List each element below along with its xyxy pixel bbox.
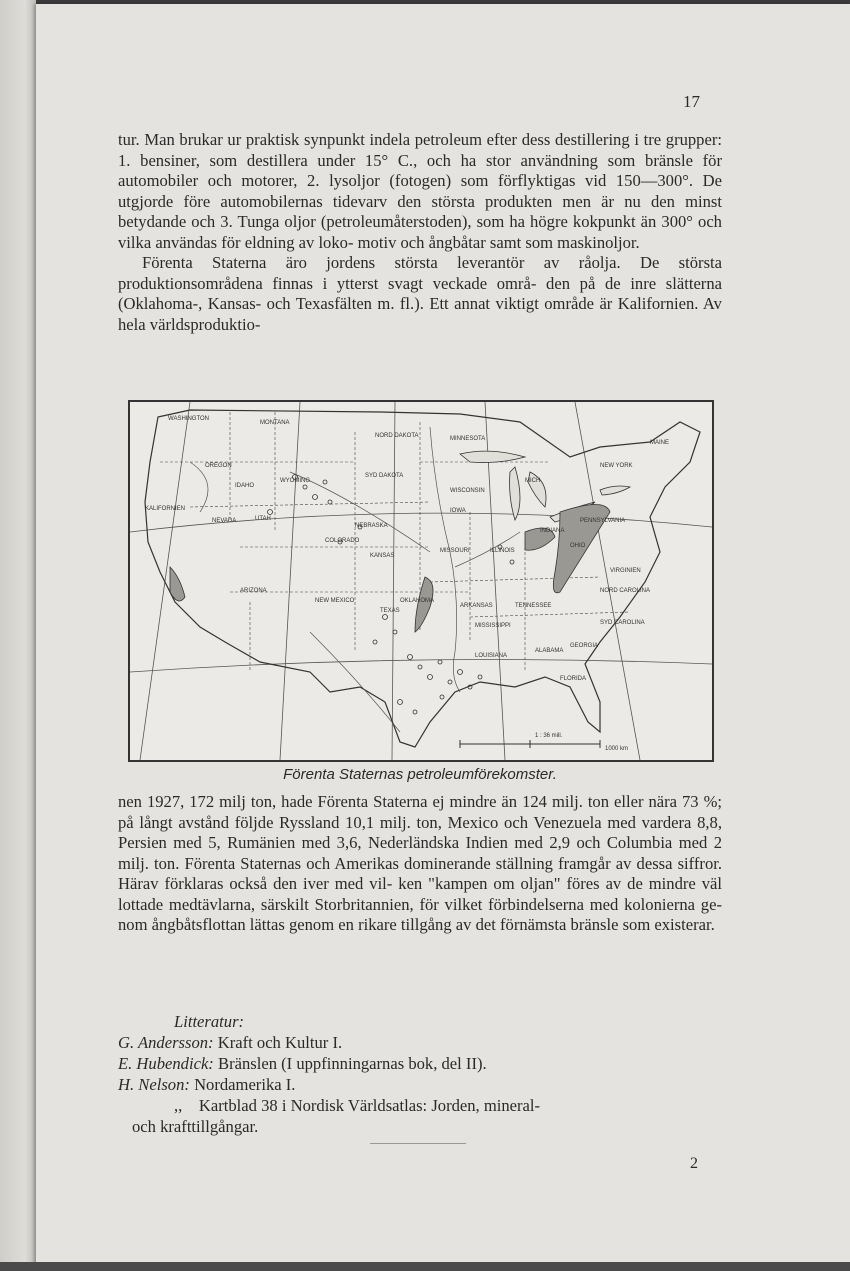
scale-km: 1000 km [605, 746, 629, 752]
text-line: milj. ton, Mexico och Venezuela med vardera 8,8, Persien med 5, [118, 812, 723, 852]
text-line: Ett annat viktigt område är Kalifornien. Av hela världsproduktio- [118, 294, 722, 334]
state-label: OKLAHOMA [400, 598, 435, 604]
text-line: särskilt Storbritannien, för vilket förbindelserna med kolonierna ge- [260, 894, 722, 914]
state-label: IDAHO [235, 483, 255, 489]
state-label: NEVADA [212, 518, 237, 524]
state-label: KALIFORNIEN [145, 506, 186, 512]
text-line: nom ångbåtsflottan lättas genom en rikare tillgång av det förnämsta [118, 915, 567, 934]
state-label: MAINE [650, 440, 670, 446]
divider [370, 1143, 466, 1144]
state-label: ARIZONA [240, 588, 267, 594]
state-label: WASHINGTON [168, 416, 210, 422]
state-label: MINNESOTA [450, 436, 486, 442]
text-line: den på de inre slätterna (Oklahoma-, Kansas- och Texasfälten m. fl.). [118, 273, 722, 313]
state-label: INDIANA [540, 528, 565, 534]
book-spine [0, 0, 36, 1271]
text-line: ken "kampen om oljan" föres av de mindre väl lottade medtävlarna, [118, 874, 722, 914]
state-label: OREGON [205, 463, 232, 469]
scale-bar [460, 733, 628, 752]
text-line: 2 milj. ton. Förenta Staternas och Amerikas dominerande ställning [118, 833, 722, 873]
paragraph-2 [118, 253, 722, 335]
state-label: MONTANA [260, 420, 290, 426]
text-line: destillering i tre grupper: 1. bensiner, som destillera under 15° C., [118, 130, 722, 170]
text-line: nen 1927, 172 milj ton, hade Förenta Staterna ej mindre än 124 [118, 792, 547, 811]
state-label: TEXAS [380, 608, 400, 614]
state-label: ALABAMA [535, 648, 564, 654]
body-text-bottom [118, 792, 722, 936]
text-line: och ha stor användning som bränsle för automobiler och motorer, [118, 150, 722, 190]
state-label: WYOMING [280, 478, 310, 484]
state-label: NORD CAROLINA [600, 588, 651, 594]
state-label: ILLINOIS [490, 548, 515, 554]
state-label: COLORADO [325, 538, 360, 544]
text-line: före automobilernas tidevarv den största produkten men är nu den [183, 191, 675, 211]
text-line: Förenta Staterna äro jordens största leverantör av råolja. De [142, 253, 660, 272]
state-label: SYD DAKOTA [365, 473, 404, 479]
book-bottom-edge [0, 1262, 850, 1271]
state-label: KANSAS [370, 553, 395, 559]
body-text-top [118, 130, 722, 335]
map-graticule [130, 402, 712, 760]
state-label: MISSOURI [440, 548, 470, 554]
scale-label: 1 : 36 mill. [535, 733, 563, 739]
text-line: tur. Man brukar ur praktisk synpunkt indela petroleum efter dess [118, 130, 551, 149]
state-label: NEW MEXICO [315, 598, 355, 604]
paragraph-1 [118, 130, 722, 253]
state-labels [145, 416, 669, 682]
state-label: NEBRASKA [355, 523, 388, 529]
state-label: NORD DAKOTA [375, 433, 419, 439]
literature-heading: Litteratur: [174, 1012, 245, 1031]
state-label: LOUISIANA [475, 653, 508, 659]
literature-entry: G. Andersson: Kraft och Kultur I. [118, 1033, 343, 1052]
petroleum-map [128, 400, 714, 762]
state-label: FLORIDA [560, 676, 587, 682]
state-label: OHIO [570, 543, 586, 549]
literature-entry: H. Nelson: Nordamerika I. [118, 1075, 296, 1094]
state-label: GEORGIA [570, 643, 599, 649]
state-label: PENNSYLVANIA [580, 518, 626, 524]
state-label: VIRGINIEN [610, 568, 641, 574]
state-label: UTAH [255, 516, 271, 522]
state-label: NEW YORK [600, 463, 633, 469]
literature-section [118, 1011, 722, 1137]
state-label: MICH. [525, 478, 542, 484]
page-number: 17 [683, 92, 700, 111]
text-line: Rumänien med 3,6, Nederländska Indien med 2,9 och Columbia med [227, 833, 708, 852]
signature-mark: 2 [690, 1155, 698, 1172]
text-line: största produktionsområdena finnas i ytterst svagt veckade områ- [118, 253, 722, 293]
map-caption: Förenta Staternas petroleumförekomster. [283, 766, 557, 783]
state-label: IOWA [450, 508, 466, 514]
text-line: minst betydande och 3. Tunga oljor (petroleumåterstoden), som [118, 191, 722, 231]
literature-entry: E. Hubendick: Bränslen (I uppfinningarnas bok, del II). [118, 1054, 487, 1073]
text-line: framgår av dessa siffror. Härav förklaras också den iver med vil- [118, 853, 723, 893]
state-label: WISCONSIN [450, 488, 485, 494]
state-label: MISSISSIPPI [475, 623, 511, 629]
oil-field-dots [268, 475, 515, 715]
literature-entry: ,, Kartblad 38 i Nordisk Världsatlas: Jorden, mineral- [174, 1096, 541, 1115]
us-outline [145, 410, 700, 747]
text-line: 2. lysoljor (fotogen) som förflyktigas vid 150—300°. De utgjorde [118, 171, 722, 211]
text-line: milj. ton eller nära 73 %; på långt avstånd följde Ryssland 10,1 [118, 792, 722, 832]
state-label: TENNESSEE [515, 603, 552, 609]
text-line: bränsle som existerar. [570, 915, 715, 934]
text-line: ha högre kokpunkt än 300° och vilka användas för eldning av loko- [118, 212, 722, 252]
literature-entry-cont: och krafttillgångar. [132, 1117, 259, 1136]
map-svg [130, 402, 712, 760]
state-label: ARKANSAS [460, 603, 493, 609]
state-label: SYD CAROLINA [600, 620, 645, 626]
paragraph-3 [118, 792, 722, 936]
text-line: motiv och ångbåtar samt som maskinoljor. [357, 232, 640, 252]
